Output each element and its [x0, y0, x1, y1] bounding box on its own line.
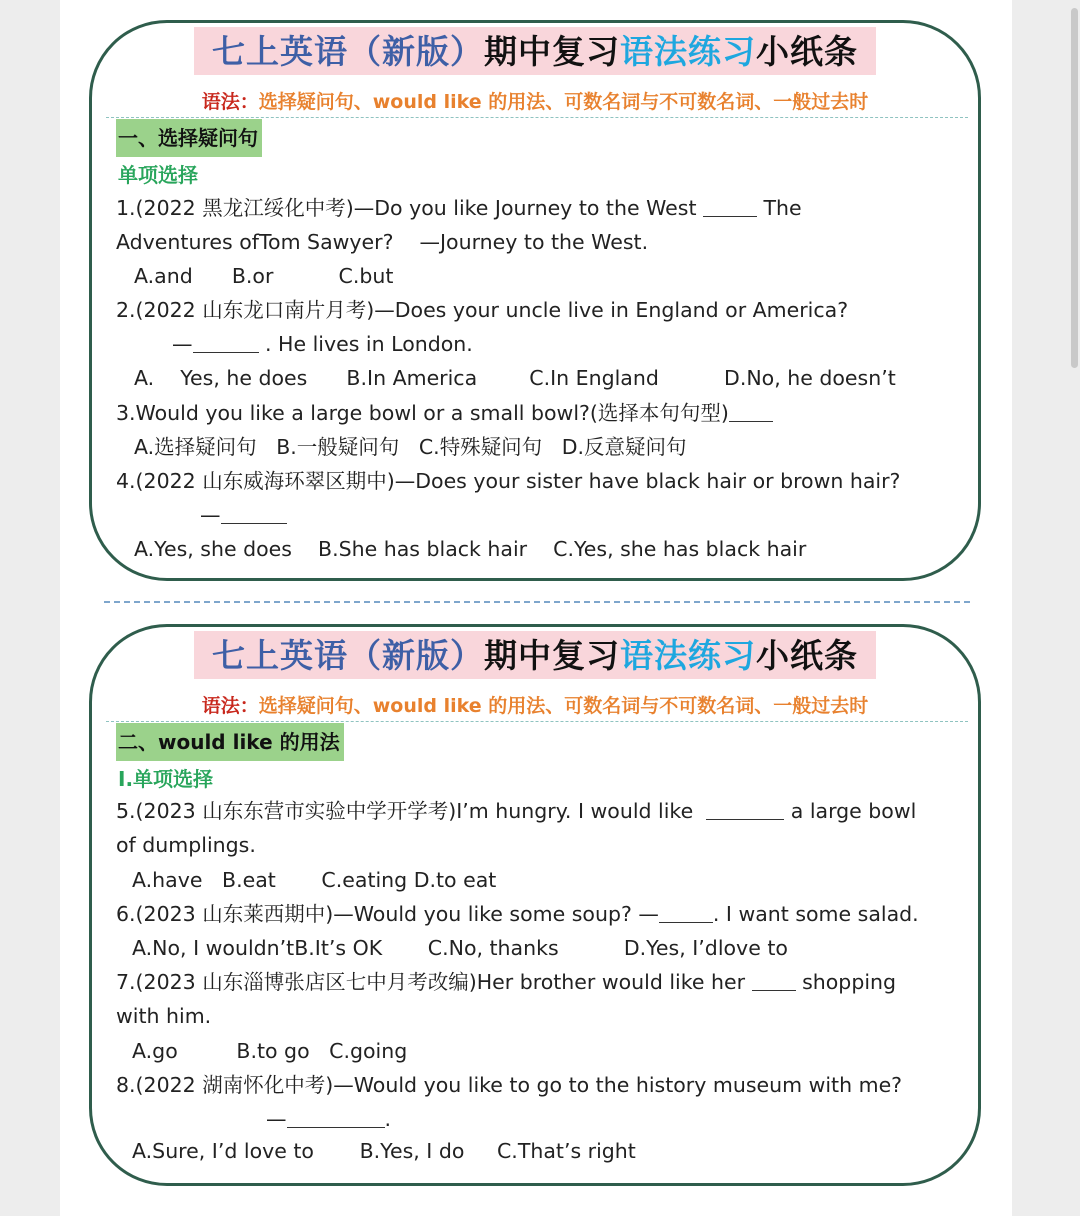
question-7-line-1: [116, 969, 896, 995]
question-1-options: A.and B.or C.but: [134, 264, 394, 288]
question-5-options: A.have B.eat C.eating D.to eat: [132, 868, 497, 892]
title-part-note: 小纸条: [756, 32, 858, 71]
q8-period: .: [384, 1107, 392, 1131]
grammar-topics: [92, 89, 978, 115]
card-title: [194, 27, 876, 75]
answer-blank: [659, 904, 713, 923]
q7-text-b: shopping: [795, 970, 897, 994]
answer-blank: [193, 334, 259, 353]
subsection-heading: 单项选择: [118, 163, 198, 187]
grammar-label: 语法：: [201, 695, 259, 717]
question-3-line-1: [116, 400, 773, 426]
question-8-line-1: 8.(2022 湖南怀化中考)—Would you like to go to the history museum with me?: [116, 1073, 903, 1097]
grammar-label: 语法：: [201, 91, 259, 113]
answer-blank: [752, 972, 796, 991]
question-6-line-1: [116, 901, 919, 927]
q1-text-b: The: [757, 196, 802, 220]
question-1-line-2: Adventures ofTom Sawyer? —Journey to the West.: [116, 230, 649, 254]
answer-blank: [729, 403, 773, 422]
q2-dash: —: [172, 332, 193, 356]
q6-text-a: 6.(2023 山东莱西期中)—Would you like some soup? —: [116, 902, 659, 926]
review-card-2: [89, 624, 981, 1186]
question-2-options: A. Yes, he does B.In America C.In England D.No, he doesn’t: [134, 366, 896, 390]
answer-blank: [287, 1109, 385, 1128]
q3-text: 3.Would you like a large bowl or a small bowl?(选择本句句型): [116, 401, 729, 425]
question-4-line-2: [200, 502, 287, 528]
q4-dash: —: [200, 503, 221, 527]
question-7-line-2: with him.: [116, 1004, 212, 1028]
title-part-review: 期中复习: [484, 32, 620, 71]
answer-blank: [703, 198, 757, 217]
title-part-note: 小纸条: [756, 636, 858, 675]
dashed-separator: [106, 721, 968, 722]
dashed-separator: [106, 117, 968, 118]
question-2-line-2: [172, 331, 473, 357]
title-part-subject: 七上英语（新版）: [212, 636, 484, 675]
question-7-options: A.go B.to go C.going: [132, 1039, 408, 1063]
title-part-grammar: 语法练习: [620, 32, 756, 71]
question-5-line-1: [116, 798, 916, 824]
q2-text-b: . He lives in London.: [258, 332, 473, 356]
grammar-topic-list: 选择疑问句、would like 的用法、可数名词与不可数名词、一般过去时: [258, 695, 869, 717]
q5-text-b: a large bowl: [784, 799, 917, 823]
card-title: [194, 631, 876, 679]
card-title-wrap: [92, 27, 978, 75]
question-1-line-1: [116, 195, 802, 221]
answer-blank: [221, 505, 287, 524]
question-2-line-1: 2.(2022 山东龙口南片月考)—Does your uncle live in England or America?: [116, 298, 849, 322]
title-part-subject: 七上英语（新版）: [212, 32, 484, 71]
question-4-options: A.Yes, she does B.She has black hair C.Yes, she has black hair: [134, 537, 807, 561]
q6-text-b: . I want some salad.: [712, 902, 919, 926]
card-title-wrap: [92, 631, 978, 679]
title-part-grammar: 语法练习: [620, 636, 756, 675]
question-5-line-2: of dumplings.: [116, 833, 256, 857]
q5-text-a: 5.(2023 山东东营市实验中学开学考)I’m hungry. I would like: [116, 799, 707, 823]
subsection-heading: Ⅰ.单项选择: [118, 767, 214, 791]
question-3-options: A.选择疑问句 B.一般疑问句 C.特殊疑问句 D.反意疑问句: [134, 435, 687, 459]
question-6-options: A.No, I wouldn’tB.It’s OK C.No, thanks D.Yes, I’dlove to: [132, 936, 788, 960]
q7-text-a: 7.(2023 山东淄博张店区七中月考改编)Her brother would like her: [116, 970, 752, 994]
section-heading: 二、would like 的用法: [116, 723, 344, 761]
question-4-line-1: 4.(2022 山东威海环翠区期中)—Does your sister have black hair or brown hair?: [116, 469, 901, 493]
q8-dash: —: [266, 1107, 287, 1131]
scrollbar[interactable]: [1071, 8, 1078, 368]
section-heading: 一、选择疑问句: [116, 119, 262, 157]
answer-blank: [706, 801, 784, 820]
question-8-options: A.Sure, I’d love to B.Yes, I do C.That’s right: [132, 1139, 636, 1163]
grammar-topics: [92, 693, 978, 719]
question-8-line-2: [266, 1106, 391, 1132]
grammar-topic-list: 选择疑问句、would like 的用法、可数名词与不可数名词、一般过去时: [258, 91, 869, 113]
q1-text-a: 1.(2022 黑龙江绥化中考)—Do you like Journey to the West: [116, 196, 704, 220]
page-divider: [104, 601, 970, 603]
review-card-1: [89, 20, 981, 581]
title-part-review: 期中复习: [484, 636, 620, 675]
